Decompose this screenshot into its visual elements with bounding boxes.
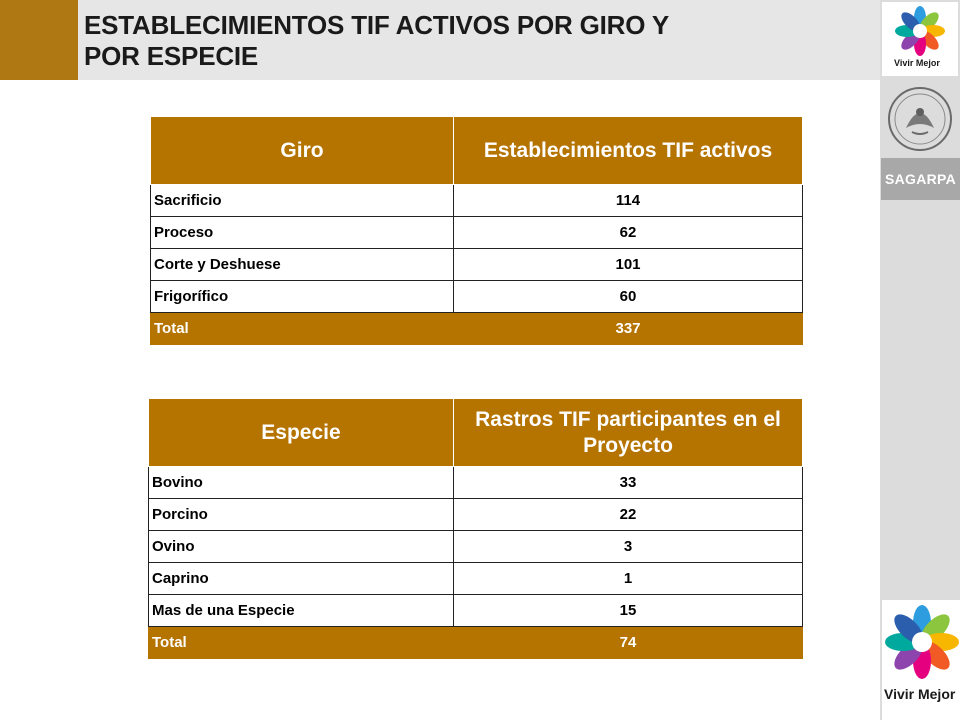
- table-row: [149, 563, 803, 595]
- header-establecimientos: Establecimientos TIF activos: [454, 117, 803, 185]
- vivir-mejor-caption-top: Vivir Mejor: [894, 58, 940, 68]
- vivir-mejor-flower-icon: [882, 2, 958, 60]
- row-value: 101: [454, 249, 803, 281]
- row-value: 1: [454, 563, 803, 595]
- sagarpa-label: SAGARPA: [881, 158, 960, 200]
- table-giro: [150, 116, 803, 345]
- row-label: Mas de una Especie: [149, 595, 454, 627]
- total-label: Total: [151, 313, 454, 345]
- row-label: Bovino: [149, 467, 454, 499]
- table-row: [149, 595, 803, 627]
- row-label: Proceso: [151, 217, 454, 249]
- vivir-mejor-flower-icon-large: [882, 600, 960, 684]
- header-rastros: Rastros TIF participantes en el Proyecto: [454, 399, 803, 467]
- total-label: Total: [149, 627, 454, 659]
- total-row: [151, 313, 803, 345]
- table-header-row: [151, 117, 803, 185]
- table-row: [149, 499, 803, 531]
- table-row: [151, 217, 803, 249]
- table-row: [151, 249, 803, 281]
- table-row: [149, 531, 803, 563]
- row-value: 62: [454, 217, 803, 249]
- table-header-row: [149, 399, 803, 467]
- table-row: [149, 467, 803, 499]
- total-value: 74: [454, 627, 803, 659]
- row-value: 3: [454, 531, 803, 563]
- page-title-line-2: POR ESPECIE: [84, 41, 259, 71]
- row-label: Porcino: [149, 499, 454, 531]
- row-label: Corte y Deshuese: [151, 249, 454, 281]
- page-title-line-1: ESTABLECIMIENTOS TIF ACTIVOS POR GIRO Y: [84, 10, 669, 40]
- table-row: [151, 185, 803, 217]
- total-value: 337: [454, 313, 803, 345]
- total-row: [149, 627, 803, 659]
- vivir-mejor-logo-bottom: [882, 600, 960, 720]
- row-label: Caprino: [149, 563, 454, 595]
- mexican-seal: [882, 84, 958, 154]
- header-especie: Especie: [149, 399, 454, 467]
- table-especie: [148, 398, 803, 659]
- row-value: 114: [454, 185, 803, 217]
- row-value: 22: [454, 499, 803, 531]
- row-value: 15: [454, 595, 803, 627]
- row-label: Frigorífico: [151, 281, 454, 313]
- vivir-mejor-logo-top: [882, 2, 958, 76]
- table-row: [151, 281, 803, 313]
- row-value: 33: [454, 467, 803, 499]
- header-giro: Giro: [151, 117, 454, 185]
- row-value: 60: [454, 281, 803, 313]
- row-label: Ovino: [149, 531, 454, 563]
- mexican-seal-emblem-icon: [882, 84, 958, 154]
- page-title: [84, 10, 864, 72]
- vivir-mejor-caption-bottom: Vivir Mejor: [884, 686, 956, 702]
- row-label: Sacrificio: [151, 185, 454, 217]
- title-accent-block: [0, 0, 78, 80]
